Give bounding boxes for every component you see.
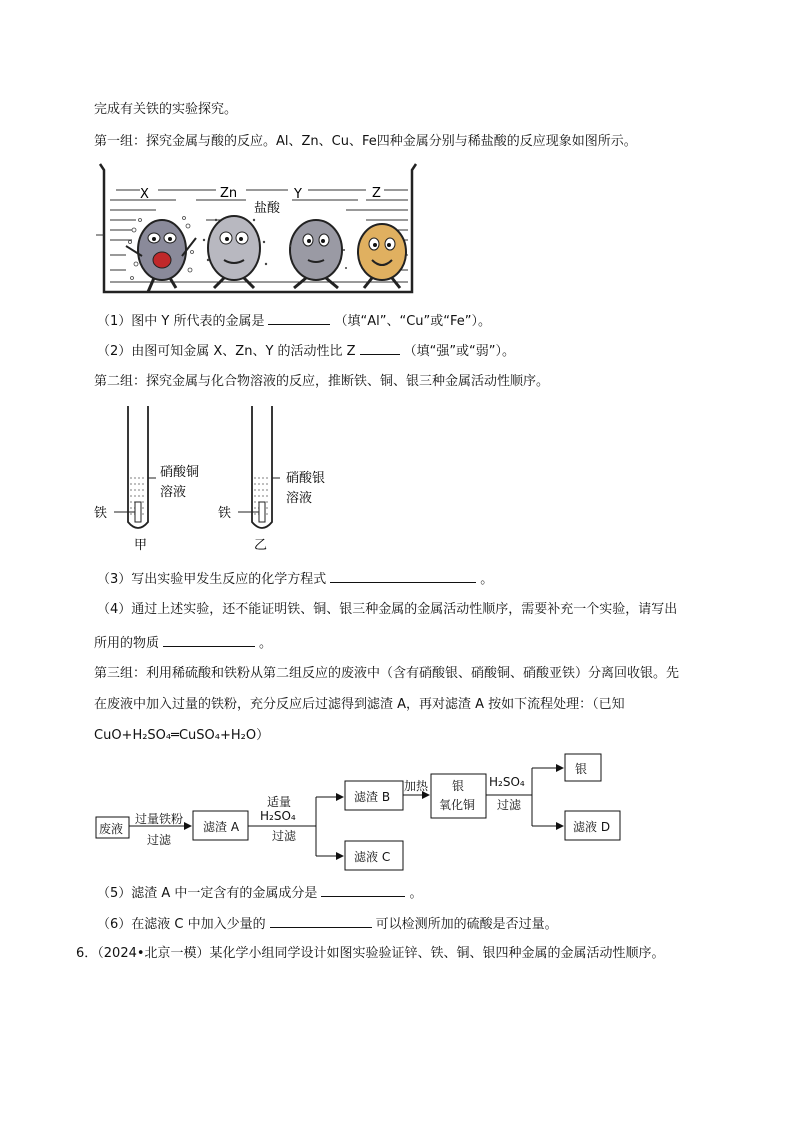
intro-text: 完成有关铁的实验探究。 bbox=[94, 102, 238, 117]
flow-step2-top: 适量 bbox=[267, 795, 292, 809]
label-acid: 盐酸 bbox=[254, 201, 281, 216]
flow-step3-top: H₂SO₄ bbox=[489, 775, 525, 789]
question-3: （3）写出实验甲发生反应的化学方程式 。 bbox=[97, 568, 493, 590]
flow-filtrate-d-box: 滤液 D bbox=[573, 820, 611, 834]
flow-waste-box: 废液 bbox=[99, 822, 124, 836]
flow-step1-bottom: 过滤 bbox=[147, 833, 172, 847]
tube2-metal: 铁 bbox=[218, 506, 232, 521]
next-question: 6．（2024•北京一模）某化学小组同学设计如图实验验证锌、铁、铜、银四种金属的金属活动性顺序。 bbox=[76, 946, 665, 961]
flow-step2-mid: H₂SO₄ bbox=[260, 809, 296, 823]
tube2-name: 乙 bbox=[254, 538, 268, 553]
question-6: （6）在滤液 C 中加入少量的 可以检测所加的硫酸是否过量。 bbox=[97, 913, 558, 935]
group3-line1: 第三组：利用稀硫酸和铁粉从第二组反应的废液中（含有硝酸银、硝酸铜、硝酸亚铁）分离回收银。先 bbox=[94, 666, 680, 681]
tube1-metal: 铁 bbox=[94, 506, 108, 521]
flow-residue-a-box: 滤渣 A bbox=[203, 820, 240, 834]
flow-heat-label: 加热 bbox=[404, 779, 429, 793]
label-zn: Zn bbox=[220, 186, 238, 201]
label-y: Y bbox=[294, 187, 302, 202]
flow-mix-line1: 银 bbox=[452, 779, 465, 793]
question-5: （5）滤渣 A 中一定含有的金属成分是 。 bbox=[97, 882, 422, 904]
flow-residue-b-box: 滤渣 B bbox=[354, 790, 391, 804]
flow-silver-box: 银 bbox=[575, 762, 588, 776]
label-z: Z bbox=[372, 186, 381, 201]
tube2-solution-line2: 溶液 bbox=[286, 491, 313, 506]
flow-step2-bottom: 过滤 bbox=[272, 829, 297, 843]
tube1-solution-line2: 溶液 bbox=[160, 485, 187, 500]
flow-step1-top: 过量铁粉 bbox=[135, 812, 184, 826]
question-2: （2）由图可知金属 X、Zn、Y 的活动性比 Z （填“强”或“弱”）。 bbox=[97, 340, 515, 362]
flow-step3-bottom: 过滤 bbox=[497, 798, 522, 812]
flow-mix-line2: 氧化铜 bbox=[439, 798, 476, 812]
group3-line3: CuO+H₂SO₄═CuSO₄+H₂O） bbox=[94, 728, 270, 743]
flow-filtrate-c-box: 滤液 C bbox=[354, 850, 391, 864]
group3-line2: 在废液中加入过量的铁粉，充分反应后过滤得到滤渣 A，再对滤渣 A 按如下流程处理：（已知 bbox=[94, 697, 625, 712]
tube1-name: 甲 bbox=[134, 538, 148, 553]
question-4-line1: （4）通过上述实验，还不能证明铁、铜、银三种金属的金属活动性顺序，需要补充一个实验，请写出 bbox=[97, 602, 678, 617]
question-4-line2: 所用的物质 。 bbox=[94, 632, 272, 654]
tube1-solution-line1: 硝酸铜 bbox=[160, 465, 200, 480]
answer-blank-5[interactable] bbox=[321, 882, 405, 897]
group2-text: 第二组：探究金属与化合物溶液的反应，推断铁、铜、银三种金属活动性顺序。 bbox=[94, 374, 550, 389]
answer-blank-6[interactable] bbox=[270, 913, 372, 928]
tube2-solution-line1: 硝酸银 bbox=[286, 471, 326, 486]
question-1: （1）图中 Y 所代表的金属是 （填“Al”、“Cu”或“Fe”）。 bbox=[97, 310, 491, 332]
group1-text: 第一组：探究金属与酸的反应。Al、Zn、Cu、Fe四种金属分别与稀盐酸的反应现象如图所示。 bbox=[94, 134, 637, 149]
label-x: X bbox=[140, 187, 149, 202]
